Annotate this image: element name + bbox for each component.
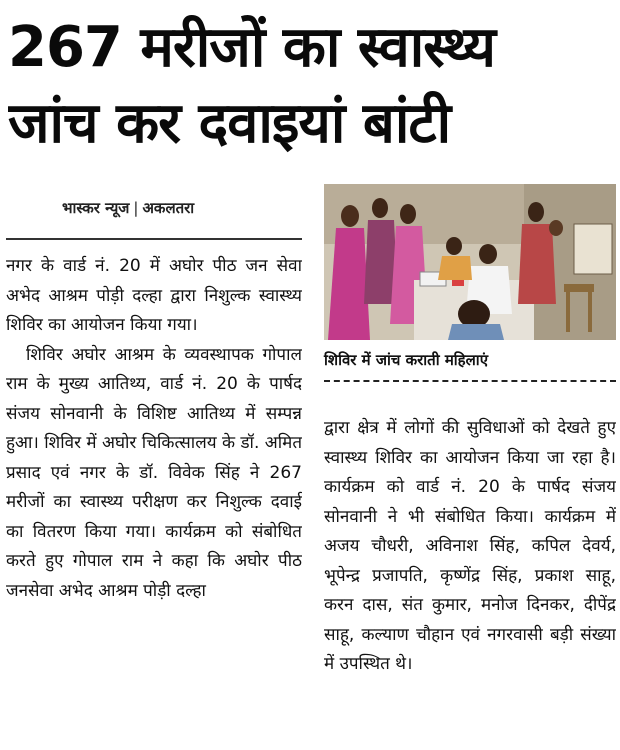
article-column-right [324, 414, 616, 750]
byline-rule [6, 238, 302, 240]
byline [62, 198, 194, 218]
article-paragraph: शिविर अघोर आश्रम के व्यवस्थापक गोपाल राम के मुख्य आतिथ्य, वार्ड नं. 20 के पार्षद संजय सोनवानी के विशिष्ट आतिथ्य में सम्पन्न हुआ। शिविर में अघोर चिकित्सालय के डॉ. अमित प्रसाद एवं नगर के डॉ. विवेक सिंह ने 267 मरीजों का स्वास्थ्य परीक्षण कर निशुल्क दवाई का वितरण किया गया। कार्यक्रम को संबोधित करते हुए गोपाल राम ने कहा कि अघोर पीठ जनसेवा अभेद आश्रम पोड़ी दल्हा [6, 344, 302, 601]
headline-line-2: जांच कर दवाइयां बांटी [8, 91, 451, 156]
headline-line-1: 267 मरीजों का स्वास्थ्य [8, 15, 496, 80]
photo-illustration [324, 184, 616, 340]
caption-divider [324, 380, 616, 382]
headline [8, 10, 612, 162]
article-paragraph: नगर के वार्ड नं. 20 में अघोर पीठ जन सेवा अभेद आश्रम पोड़ी दल्हा द्वारा निशुल्क स्वास्थ्य शिविर का आयोजन किया गया। [6, 256, 302, 335]
article-column-left [6, 252, 302, 750]
byline-source: भास्कर न्यूज [62, 199, 130, 217]
news-photo [324, 184, 616, 340]
photo-caption: शिविर में जांच कराती महिलाएं [324, 351, 488, 369]
byline-location: अकलतरा [142, 199, 195, 217]
article-paragraph: द्वारा क्षेत्र में लोगों की सुविधाओं को देखते हुए स्वास्थ्य शिविर का आयोजन किया जा रहा है। कार्यक्रम को वार्ड नं. 20 के पार्षद संजय सोनवानी ने भी संबोधित किया। कार्यक्रम में अजय चौधरी, अविनाश सिंह, कपिल देवर्य, भूपेन्द्र प्रजापति, कृष्णेंद्र सिंह, प्रकाश साहू, करन दास, संत कुमार, मनोज दिनकर, दीपेंद्र साहू, कल्याण चौहान एवं नगरवासी बड़ी संख्या में उपस्थित थे। [324, 418, 616, 674]
byline-separator: | [133, 199, 139, 217]
